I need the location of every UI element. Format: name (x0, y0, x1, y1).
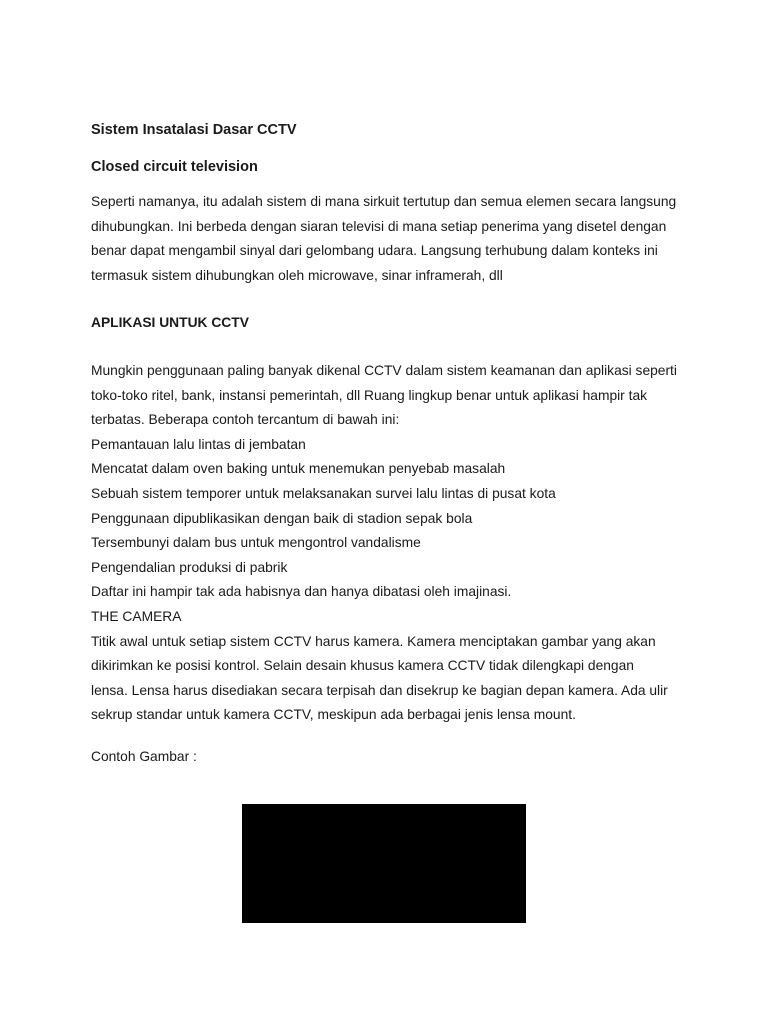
intro-line: termasuk sistem dihubungkan oleh microwave, sinar inframerah, dll (91, 267, 503, 283)
body-line: lensa. Lensa harus disediakan secara terpisah dan disekrup ke bagian depan kamera. Ada ulir (91, 682, 668, 698)
document-page (91, 118, 691, 769)
intro-line: dihubungkan. Ini berbeda dengan siaran televisi di mana setiap penerima yang disetel dengan (91, 218, 667, 234)
body-line: Titik awal untuk setiap sistem CCTV harus kamera. Kamera menciptakan gambar yang akan (91, 633, 656, 649)
body-line: sekrup standar untuk kamera CCTV, meskipun ada berbagai jenis lensa mount. (91, 707, 576, 723)
camera-heading: THE CAMERA (91, 608, 182, 624)
body-line: terbatas. Beberapa contoh tercantum di bawah ini: (91, 412, 400, 428)
list-item: Mencatat dalam oven baking untuk menemukan penyebab masalah (91, 461, 506, 477)
body-paragraph (91, 359, 691, 728)
section-heading: APLIKASI UNTUK CCTV (91, 315, 249, 330)
document-title: Sistem Insatalasi Dasar CCTV (91, 122, 297, 138)
example-caption: Contoh Gambar : (91, 748, 197, 764)
list-item: Sebuah sistem temporer untuk melaksanakan survei lalu lintas di pusat kota (91, 485, 556, 501)
intro-line: benar dapat mengambil sinyal dari gelombang udara. Langsung terhubung dalam konteks ini (91, 243, 658, 258)
body-line: dikirimkan ke posisi kontrol. Selain desain khusus kamera CCTV tidak dilengkapi dengan (91, 658, 634, 674)
intro-line: Seperti namanya, itu adalah sistem di mana sirkuit tertutup dan semua elemen secara langsung (91, 194, 677, 209)
body-line: Daftar ini hampir tak ada habisnya dan hanya dibatasi oleh imajinasi. (91, 584, 512, 600)
list-item: Pemantauan lalu lintas di jembatan (91, 436, 306, 452)
body-line: toko-toko ritel, bank, instansi pemerintah, dll Ruang lingkup benar untuk aplikasi hampir tak (91, 387, 648, 403)
list-item: Tersembunyi dalam bus untuk mengontrol vandalisme (91, 535, 421, 551)
example-image (242, 804, 526, 923)
document-subtitle: Closed circuit television (91, 159, 258, 175)
body-line: Mungkin penggunaan paling banyak dikenal CCTV dalam sistem keamanan dan aplikasi seperti (91, 363, 677, 378)
list-item: Pengendalian produksi di pabrik (91, 559, 288, 575)
intro-paragraph (91, 190, 691, 288)
list-item: Penggunaan dipublikasikan dengan baik di stadion sepak bola (91, 510, 473, 526)
